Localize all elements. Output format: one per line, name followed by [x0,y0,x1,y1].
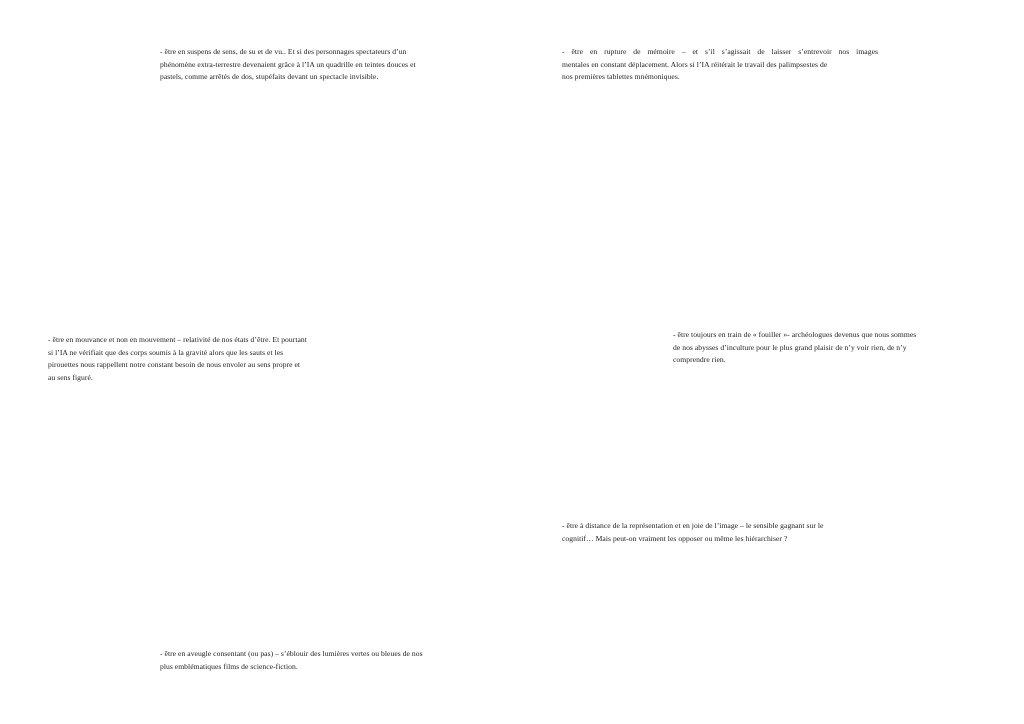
paragraph-line: phénomène extra-terrestre devenaient grâce à l’IA un quadrille en teintes douces et [160,59,416,69]
paragraph-line: comprendre rien. [673,355,726,365]
paragraph-line: plus emblématiques films de science-fiction. [160,661,298,671]
paragraph-line: si l’IA ne vérifiait que des corps soumis à la gravité alors que les sauts et les [48,347,284,357]
paragraph-aveugle [160,648,480,673]
paragraph-line: cognitif… Mais peut-on vraiment les opposer ou même les hiérarchiser ? [562,533,788,543]
paragraph-line: - être toujours en train de « fouiller »- archéologues devenus que nous sommes [673,330,917,339]
paragraph-suspens [160,46,480,84]
paragraph-line: nos premières tablettes mnémoniques. [562,72,680,82]
paragraph-line: - être en suspens de sens, de su et de vu.. Et si des personnages spectateurs d’un [160,47,407,56]
paragraph-line: pastels, comme arrêtés de dos, stupéfaits devant un spectacle invisible. [160,72,379,82]
paragraph-line: - être à distance de la représentation et en joie de l’image – le sensible gagnant sur le [562,521,824,530]
paragraph-line: pirouettes nous rappellent notre constant besoin de nous envoler au sens propre et [48,360,301,370]
paragraph-distance [562,520,882,545]
paragraph-line: - être en rupture de mémoire – et s’il s’agissait de laisser s’entrevoir nos images [562,47,878,56]
paragraph-line: - être en aveugle consentant (ou pas) – s’éblouir des lumières vertes ou bleues de nos [160,649,423,658]
paragraph-rupture [562,46,882,84]
paragraph-line: - être en mouvance et non en mouvement – relativité de nos états d’être. Et pourtant [48,335,307,344]
paragraph-mouvance [48,334,368,384]
paragraph-line: de nos abysses d’inculture pour le plus grand plaisir de n’y voir rien, de n’y [673,342,907,352]
paragraph-line: au sens figuré. [48,372,93,382]
paragraph-fouiller [673,329,973,367]
paragraph-line: mentales en constant déplacement. Alors si l’IA réitérait le travail des palimpsestes de [562,59,828,69]
